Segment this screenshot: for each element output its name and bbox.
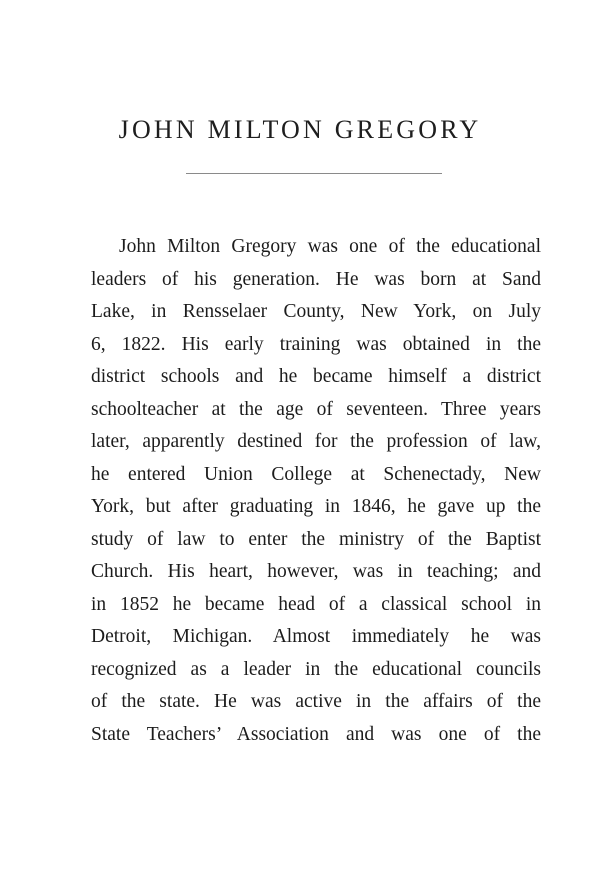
text-line: State Teachers’ Association and was one of the: [91, 723, 541, 745]
text-line: district schools and he became himself a district: [91, 366, 541, 387]
chapter-title: JOHN MILTON GREGORY: [118, 115, 482, 144]
body-paragraph: [91, 231, 541, 751]
text-line: he entered Union College at Schenectady, New: [91, 463, 541, 485]
text-line: in 1852 he became head of a classical school in: [91, 593, 541, 615]
text-line: 6, 1822. His early training was obtained in the: [91, 333, 541, 355]
text-line: John Milton Gregory was one of the educational: [119, 236, 541, 257]
title-divider: [186, 173, 442, 174]
text-line: later, apparently destined for the profession of law,: [91, 431, 541, 452]
text-line: recognized as a leader in the educational councils: [91, 658, 541, 680]
text-line: Church. His heart, however, was in teaching; and: [91, 561, 541, 582]
text-line: study of law to enter the ministry of the Baptist: [91, 528, 541, 550]
text-line: York, but after graduating in 1846, he gave up the: [91, 496, 541, 517]
text-line: Lake, in Rensselaer County, New York, on July: [91, 301, 541, 322]
text-line: leaders of his generation. He was born at Sand: [91, 268, 541, 290]
text-line: schoolteacher at the age of seventeen. Three years: [91, 398, 541, 420]
text-line: Detroit, Michigan. Almost immediately he was: [91, 626, 541, 647]
text-line: of the state. He was active in the affairs of the: [91, 691, 541, 712]
